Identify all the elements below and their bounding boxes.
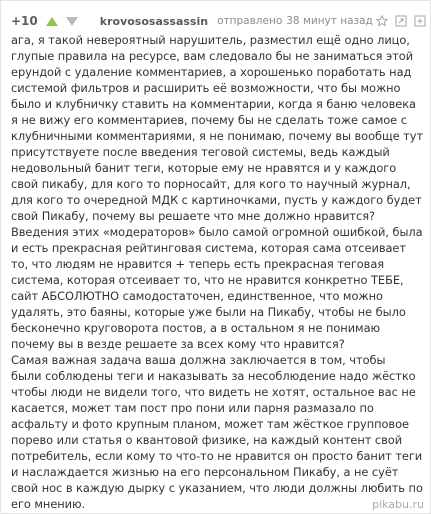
- comment-text: ага, я такой невероятный нарушитель, разместил ещё одно лицо, глупые правила на ресурсе, вам следовало бы не заниматься этой ерундой с удаление комментариев, а хорошенько поработать над системой фильтров и расширить её возможности, что бы можно было и клубничку ставить на комментарии, когда я баню человека я не вижу его комментариев, почему бы не сделать тоже самое с клубничными комментариями, я не понимаю, почему вы вообще тут присутствуете после введения теговой системы, ведь каждый недовольный банит теги, которые ему не нравятся и у каждого свой пикабу, для кого то порносайт, для кого то научный журнал, для кого то очередной МДК с картиночками, пусть у каждого будет свой Пикабу, почему вы решаете что мне должно нравится? Введения этих «модераторов» было самой огромной ошибкой, была и есть прекрасная рейтинговая система, которая сама отсеивает то, что людям не нравится + теперь есть прекрасная теговая система, которая отсеивает то, что не нравится конкретно ТЕБЕ, сайт АБСОЛЮТНО самодостаточен, единственное, что можно удалять, это баяны, которые уже были на Пикабу, чтобы не было бесконечно круговорота постов, а в остальном я не понимаю почему вы в везде решаете за всех кому что нравится? Самая важная задача ваша должна заключается в том, чтобы были соблюдены теги и наказывать за несоблюдение надо жёстко чтобы люди не видели того, что видеть не хотят, остальное вас не касается, может там пост про пони или парня размазало по асфальту и фото крупным планом, может там жёсткое групповое порево или статья о квантовой физике, на каждый контент свой потребитель, если кому то что-то не нравится он просто банит теги и наслаждается жизнью на его персональном Пикабу, а не суёт свой нос в каждую дырку с указанием, что люди должны любить по его мнению.: [11, 33, 424, 511]
- comment-header: [11, 11, 426, 31]
- comment-rating: +10: [11, 14, 38, 28]
- link-icon[interactable]: [414, 15, 426, 27]
- share-icon[interactable]: [395, 15, 407, 27]
- site-watermark: pikabu.ru: [372, 498, 424, 511]
- comment-time[interactable]: 38 минут назад: [286, 15, 373, 27]
- vote-down-arrow-icon[interactable]: [66, 17, 78, 26]
- sent-label: отправлено: [217, 15, 283, 27]
- vote-up-arrow-icon[interactable]: [46, 17, 58, 26]
- comment-actions: [376, 15, 426, 27]
- comment-author[interactable]: krovososassassin: [99, 14, 209, 28]
- star-icon[interactable]: [376, 15, 388, 27]
